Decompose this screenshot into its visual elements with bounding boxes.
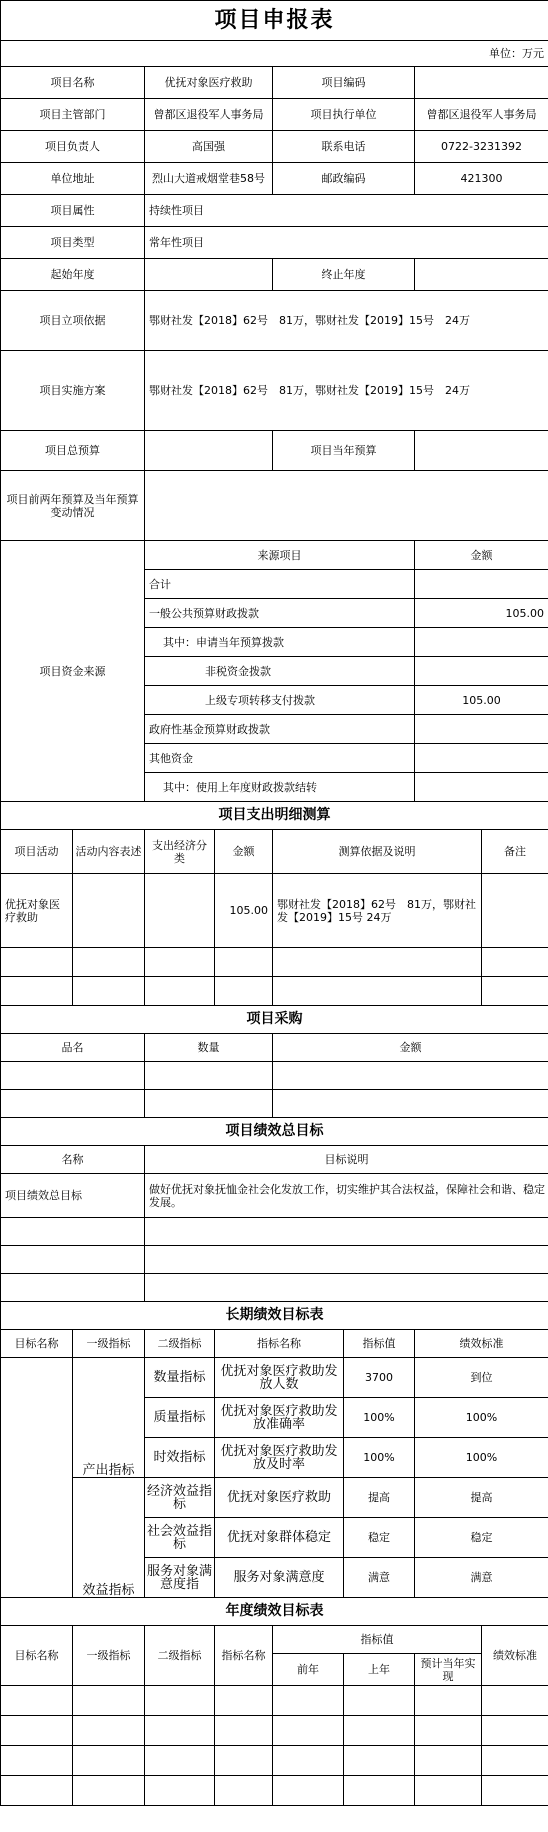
expense-cell: 105.00 bbox=[215, 874, 273, 948]
annual-cell bbox=[482, 1776, 548, 1806]
longterm-indicator: 优抚对象医疗救助发放准确率 bbox=[215, 1398, 344, 1438]
longterm-indicator: 优抚对象医疗救助发放及时率 bbox=[215, 1438, 344, 1478]
longterm-value: 3700 bbox=[344, 1358, 415, 1398]
expense-cell bbox=[145, 874, 215, 948]
expense-cell bbox=[73, 977, 145, 1006]
expense-cell: 优抚对象医疗救助 bbox=[1, 874, 73, 948]
annual-subheader: 预计当年实现 bbox=[415, 1654, 482, 1686]
perf-total-section-title: 项目绩效总目标 bbox=[1, 1118, 548, 1146]
longterm-standard: 100% bbox=[415, 1398, 548, 1438]
longterm-level2: 服务对象满意度指 bbox=[145, 1558, 215, 1598]
longterm-header: 一级指标 bbox=[73, 1330, 145, 1358]
project-name-label: 项目名称 bbox=[1, 67, 145, 99]
attr-label: 项目属性 bbox=[1, 195, 145, 227]
procurement-header: 品名 bbox=[1, 1034, 145, 1062]
longterm-section-title: 长期绩效目标表 bbox=[1, 1302, 548, 1330]
procurement-cell bbox=[145, 1090, 273, 1118]
end-year-value bbox=[415, 259, 548, 291]
owner-label: 项目负责人 bbox=[1, 131, 145, 163]
funding-row-name: 政府性基金预算财政拨款 bbox=[145, 715, 415, 744]
funding-row-amount bbox=[415, 570, 548, 599]
perf-total-cell bbox=[145, 1274, 548, 1302]
project-name-value: 优抚对象医疗救助 bbox=[145, 67, 273, 99]
longterm-level1-benefit: 效益指标 bbox=[73, 1478, 145, 1598]
funding-row-amount: 105.00 bbox=[415, 599, 548, 628]
procurement-header: 金额 bbox=[273, 1034, 548, 1062]
perf-total-header: 名称 bbox=[1, 1146, 145, 1174]
annual-cell bbox=[73, 1776, 145, 1806]
end-year-label: 终止年度 bbox=[273, 259, 415, 291]
perf-total-cell bbox=[145, 1218, 548, 1246]
annual-cell bbox=[415, 1716, 482, 1746]
expense-cell bbox=[1, 977, 73, 1006]
annual-cell bbox=[73, 1746, 145, 1776]
dept-label: 项目主管部门 bbox=[1, 99, 145, 131]
basis-label: 项目立项依据 bbox=[1, 291, 145, 351]
annual-cell bbox=[482, 1686, 548, 1716]
longterm-header: 指标名称 bbox=[215, 1330, 344, 1358]
longterm-value: 100% bbox=[344, 1438, 415, 1478]
exec-unit-label: 项目执行单位 bbox=[273, 99, 415, 131]
annual-header: 目标名称 bbox=[1, 1626, 73, 1686]
longterm-standard: 到位 bbox=[415, 1358, 548, 1398]
annual-cell bbox=[273, 1716, 344, 1746]
longterm-standard: 稳定 bbox=[415, 1518, 548, 1558]
annual-cell bbox=[215, 1746, 273, 1776]
longterm-goal-cell bbox=[1, 1358, 73, 1598]
exec-unit-value: 曾都区退役军人事务局 bbox=[415, 99, 548, 131]
annual-cell bbox=[215, 1776, 273, 1806]
expense-header: 金额 bbox=[215, 830, 273, 874]
project-code-value bbox=[415, 67, 548, 99]
expense-cell bbox=[73, 874, 145, 948]
annual-cell bbox=[344, 1746, 415, 1776]
annual-cell bbox=[273, 1686, 344, 1716]
longterm-value: 稳定 bbox=[344, 1518, 415, 1558]
funding-row-amount bbox=[415, 773, 548, 802]
current-budget-label: 项目当年预算 bbox=[273, 431, 415, 471]
funding-row-name: 其中：申请当年预算拨款 bbox=[145, 628, 415, 657]
plan-label: 项目实施方案 bbox=[1, 351, 145, 431]
annual-cell bbox=[415, 1746, 482, 1776]
funding-row-name: 其他资金 bbox=[145, 744, 415, 773]
perf-total-cell bbox=[145, 1246, 548, 1274]
expense-cell bbox=[482, 874, 548, 948]
longterm-level2: 社会效益指标 bbox=[145, 1518, 215, 1558]
longterm-indicator: 优抚对象医疗救助发放人数 bbox=[215, 1358, 344, 1398]
procurement-cell bbox=[273, 1090, 548, 1118]
address-label: 单位地址 bbox=[1, 163, 145, 195]
longterm-header: 二级指标 bbox=[145, 1330, 215, 1358]
funding-row-amount bbox=[415, 628, 548, 657]
annual-subheader: 上年 bbox=[344, 1654, 415, 1686]
annual-cell bbox=[215, 1686, 273, 1716]
annual-cell bbox=[344, 1776, 415, 1806]
annual-cell bbox=[145, 1686, 215, 1716]
expense-cell bbox=[273, 977, 482, 1006]
annual-header: 指标值 bbox=[273, 1626, 482, 1654]
annual-cell bbox=[273, 1776, 344, 1806]
expense-cell bbox=[145, 948, 215, 977]
funding-row-amount bbox=[415, 657, 548, 686]
budget-change-value bbox=[145, 471, 548, 541]
expense-section-title: 项目支出明细测算 bbox=[1, 802, 548, 830]
total-budget-label: 项目总预算 bbox=[1, 431, 145, 471]
procurement-header: 数量 bbox=[145, 1034, 273, 1062]
longterm-value: 满意 bbox=[344, 1558, 415, 1598]
expense-cell bbox=[73, 948, 145, 977]
start-year-value bbox=[145, 259, 273, 291]
attr-value: 持续性项目 bbox=[145, 195, 548, 227]
zip-value: 421300 bbox=[415, 163, 548, 195]
funding-row-name: 非税资金拨款 bbox=[145, 657, 415, 686]
longterm-level2: 经济效益指标 bbox=[145, 1478, 215, 1518]
annual-cell bbox=[344, 1716, 415, 1746]
longterm-level2: 数量指标 bbox=[145, 1358, 215, 1398]
procurement-cell bbox=[273, 1062, 548, 1090]
annual-cell bbox=[1, 1686, 73, 1716]
dept-value: 曾都区退役军人事务局 bbox=[145, 99, 273, 131]
expense-cell bbox=[215, 948, 273, 977]
type-value: 常年性项目 bbox=[145, 227, 548, 259]
expense-header: 支出经济分类 bbox=[145, 830, 215, 874]
perf-total-cell bbox=[1, 1246, 145, 1274]
annual-header: 绩效标准 bbox=[482, 1626, 548, 1686]
annual-cell bbox=[215, 1716, 273, 1746]
longterm-value: 提高 bbox=[344, 1478, 415, 1518]
basis-value: 鄂财社发【2018】62号 81万，鄂财社发【2019】15号 24万 bbox=[145, 291, 548, 351]
annual-subheader: 前年 bbox=[273, 1654, 344, 1686]
expense-cell bbox=[145, 977, 215, 1006]
annual-cell bbox=[1, 1776, 73, 1806]
annual-cell bbox=[344, 1686, 415, 1716]
annual-cell bbox=[73, 1686, 145, 1716]
perf-total-text: 做好优抚对象抚恤金社会化发放工作，切实维护其合法权益，保障社会和谐、稳定发展。 bbox=[145, 1174, 548, 1218]
longterm-header: 绩效标准 bbox=[415, 1330, 548, 1358]
longterm-level1-output: 产出指标 bbox=[73, 1358, 145, 1478]
total-budget-value bbox=[145, 431, 273, 471]
annual-cell bbox=[145, 1716, 215, 1746]
start-year-label: 起始年度 bbox=[1, 259, 145, 291]
procurement-cell bbox=[1, 1090, 145, 1118]
longterm-indicator: 优抚对象医疗救助 bbox=[215, 1478, 344, 1518]
zip-label: 邮政编码 bbox=[273, 163, 415, 195]
funding-row-name: 一般公共预算财政拨款 bbox=[145, 599, 415, 628]
plan-value: 鄂财社发【2018】62号 81万，鄂财社发【2019】15号 24万 bbox=[145, 351, 548, 431]
perf-total-cell bbox=[1, 1218, 145, 1246]
perf-total-label: 项目绩效总目标 bbox=[1, 1174, 145, 1218]
funding-source-header: 来源项目 bbox=[145, 541, 415, 570]
phone-label: 联系电话 bbox=[273, 131, 415, 163]
annual-cell bbox=[482, 1746, 548, 1776]
annual-cell bbox=[145, 1746, 215, 1776]
funding-row-name: 其中：使用上年度财政拨款结转 bbox=[145, 773, 415, 802]
expense-cell bbox=[215, 977, 273, 1006]
owner-value: 高国强 bbox=[145, 131, 273, 163]
funding-amount-header: 金额 bbox=[415, 541, 548, 570]
funding-row-amount bbox=[415, 744, 548, 773]
annual-header: 一级指标 bbox=[73, 1626, 145, 1686]
expense-cell bbox=[482, 948, 548, 977]
current-budget-value bbox=[415, 431, 548, 471]
perf-total-header: 目标说明 bbox=[145, 1146, 548, 1174]
perf-total-cell bbox=[1, 1274, 145, 1302]
longterm-indicator: 优抚对象群体稳定 bbox=[215, 1518, 344, 1558]
longterm-level2: 时效指标 bbox=[145, 1438, 215, 1478]
expense-header: 测算依据及说明 bbox=[273, 830, 482, 874]
project-code-label: 项目编码 bbox=[273, 67, 415, 99]
annual-cell bbox=[1, 1716, 73, 1746]
annual-cell bbox=[415, 1776, 482, 1806]
expense-cell: 鄂财社发【2018】62号 81万，鄂财社发【2019】15号 24万 bbox=[273, 874, 482, 948]
annual-cell bbox=[145, 1776, 215, 1806]
longterm-level2: 质量指标 bbox=[145, 1398, 215, 1438]
longterm-standard: 提高 bbox=[415, 1478, 548, 1518]
longterm-value: 100% bbox=[344, 1398, 415, 1438]
page-title: 项目申报表 bbox=[1, 1, 548, 41]
longterm-header: 目标名称 bbox=[1, 1330, 73, 1358]
annual-cell bbox=[1, 1746, 73, 1776]
longterm-standard: 100% bbox=[415, 1438, 548, 1478]
funding-label: 项目资金来源 bbox=[1, 541, 145, 802]
annual-section-title: 年度绩效目标表 bbox=[1, 1598, 548, 1626]
funding-row-name: 合计 bbox=[145, 570, 415, 599]
annual-cell bbox=[73, 1716, 145, 1746]
procurement-cell bbox=[145, 1062, 273, 1090]
funding-row-amount bbox=[415, 715, 548, 744]
expense-cell bbox=[1, 948, 73, 977]
longterm-header: 指标值 bbox=[344, 1330, 415, 1358]
funding-row-amount: 105.00 bbox=[415, 686, 548, 715]
type-label: 项目类型 bbox=[1, 227, 145, 259]
longterm-indicator: 服务对象满意度 bbox=[215, 1558, 344, 1598]
expense-cell bbox=[482, 977, 548, 1006]
unit-label: 单位：万元 bbox=[1, 41, 548, 67]
expense-header: 活动内容表述 bbox=[73, 830, 145, 874]
expense-cell bbox=[273, 948, 482, 977]
annual-header: 指标名称 bbox=[215, 1626, 273, 1686]
annual-cell bbox=[415, 1686, 482, 1716]
longterm-standard: 满意 bbox=[415, 1558, 548, 1598]
procurement-section-title: 项目采购 bbox=[1, 1006, 548, 1034]
budget-change-label: 项目前两年预算及当年预算变动情况 bbox=[1, 471, 145, 541]
annual-header: 二级指标 bbox=[145, 1626, 215, 1686]
phone-value: 0722-3231392 bbox=[415, 131, 548, 163]
expense-header: 备注 bbox=[482, 830, 548, 874]
procurement-cell bbox=[1, 1062, 145, 1090]
annual-cell bbox=[482, 1716, 548, 1746]
funding-row-name: 上级专项转移支付拨款 bbox=[145, 686, 415, 715]
expense-header: 项目活动 bbox=[1, 830, 73, 874]
address-value: 烈山大道戒烟堂巷58号 bbox=[145, 163, 273, 195]
annual-cell bbox=[273, 1746, 344, 1776]
